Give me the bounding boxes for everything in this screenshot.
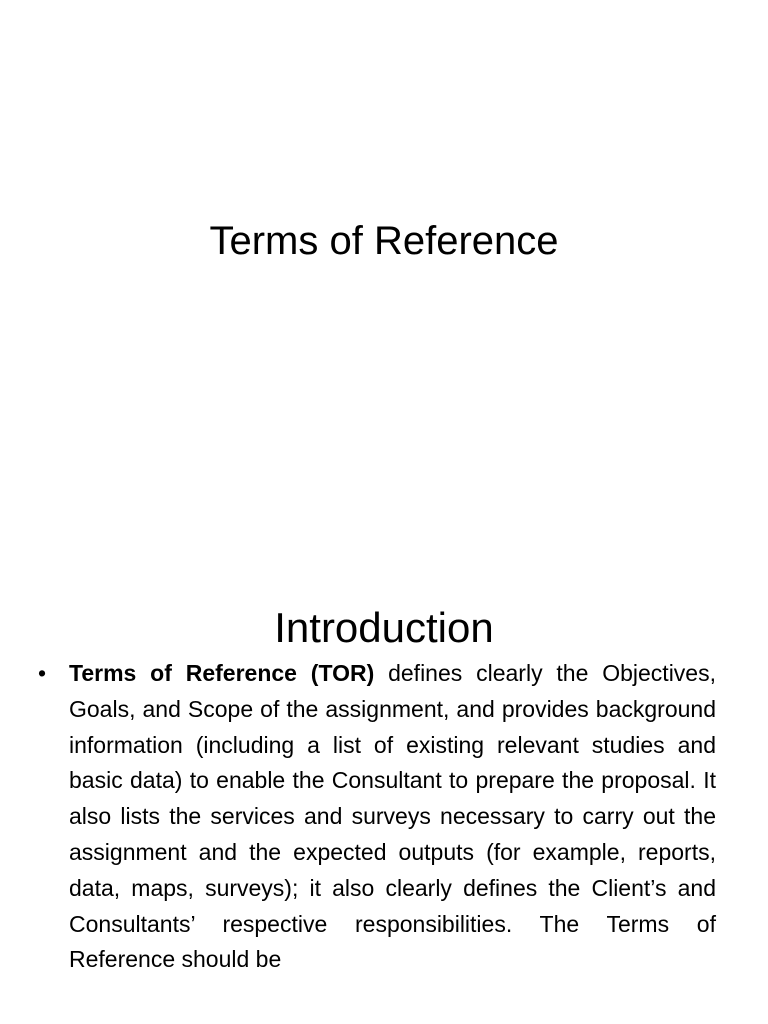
bullet-list: [38, 656, 716, 978]
slide-title: Terms of Reference: [209, 219, 559, 263]
bullet-item: [38, 656, 716, 978]
bullet-marker: •: [38, 660, 47, 686]
introduction-slide: [0, 576, 768, 1024]
slide-heading: Introduction: [274, 604, 494, 651]
bullet-text: defines clearly the Objectives, Goals, and Scope of the assignment, and provides background information (including a list of existing relevant studies and basic data) to enable the Consultant to prepare the proposal. It also lists the services and surveys necessary to carry out the assignment and the expected outputs (for example, reports, data, maps, surveys); it also clearly defines the Client’s and Consultants’ respective responsibilities. The Terms of Reference should be: [69, 660, 716, 973]
bullet-term: Terms of Reference (TOR): [69, 660, 375, 686]
